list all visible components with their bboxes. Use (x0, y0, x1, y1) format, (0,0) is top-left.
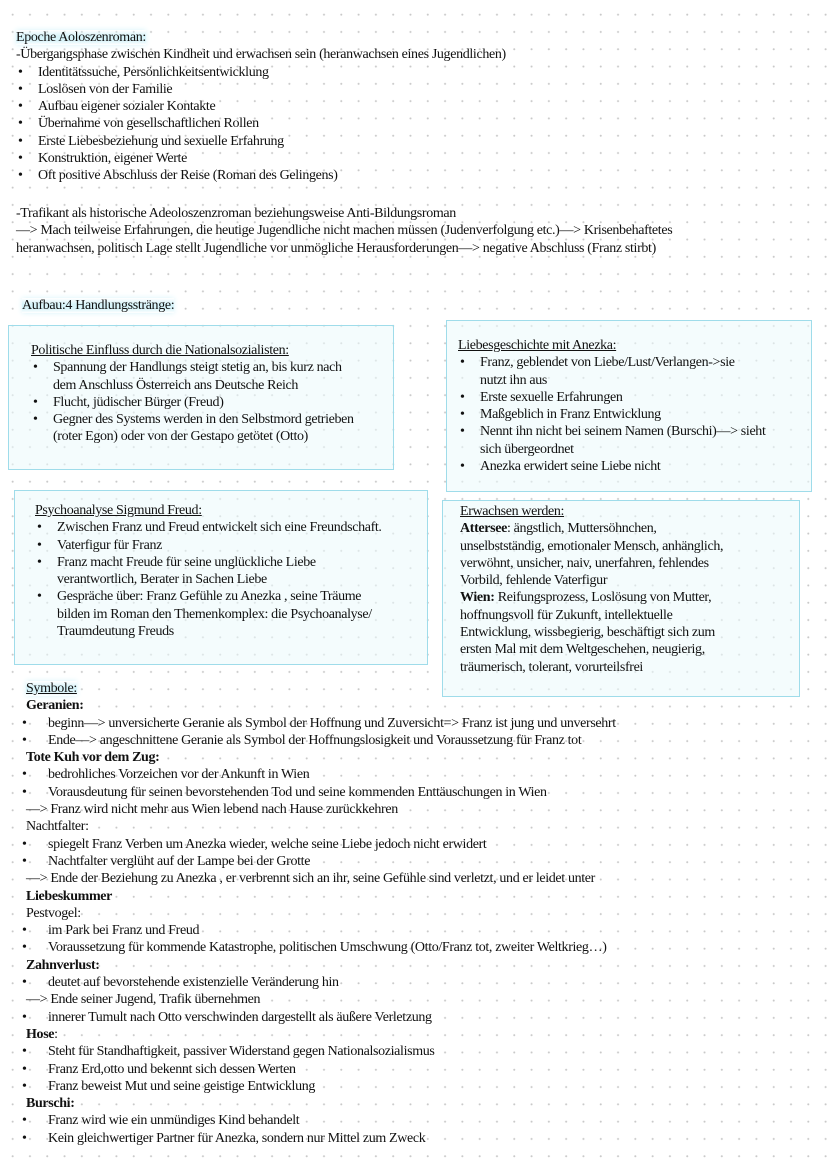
symbol-heading (26, 957, 616, 974)
heading-text: Liebesgeschichte mit Anezka: (458, 338, 617, 353)
bullet-item (26, 1061, 616, 1078)
bullet-text: Voraussetzung für kommende Katastrophe, politischen Umschwung (Otto/Franz tot, zweiter Weltkrieg…) (48, 940, 607, 956)
text-line (26, 818, 616, 835)
section-symbole (26, 680, 616, 1147)
bullet-text: Franz Erd,otto und bekennt sich dessen Werten (48, 1061, 296, 1077)
box-politische-einfluss (8, 325, 394, 470)
bullet-continuation (458, 441, 766, 458)
bullet-text: sich übergeordnet (480, 441, 574, 457)
bullet-text: Konstruktion, eigener Werte (38, 151, 187, 167)
box-heading (460, 503, 723, 520)
bullet-item (26, 853, 616, 870)
bullet-text: Erste Liebesbeziehung und sexuelle Erfahrung (38, 133, 284, 149)
section-heading (22, 297, 174, 314)
line-text: unselbstständig, emotionaler Mensch, anhänglich, (460, 538, 724, 554)
bullet-item (26, 1078, 616, 1095)
box-heading (458, 337, 766, 354)
text-line (16, 205, 672, 222)
bullet-text: Nennt ihn nicht bei seinem Namen (Burschi)—> sieht (480, 424, 766, 440)
bullet-text: Flucht, jüdischer Bürger (Freud) (53, 394, 224, 410)
bullet-item (31, 394, 354, 411)
bullet-continuation (31, 428, 354, 445)
bullet-text: bilden im Roman den Themenkomplex: die Psychoanalyse/ (57, 606, 372, 622)
bullet-text: nutzt ihn aus (480, 372, 547, 388)
bullet-text: Loslösen von der Familie (38, 81, 173, 97)
bullet-text: Anezka erwidert seine Liebe nicht (480, 459, 661, 475)
line-text: Pestvogel: (26, 905, 81, 921)
line-text: träumerisch, tolerant, vorurteilsfrei (460, 659, 643, 675)
bullet-text: Identitätssuche, Persönlichkeitsentwicklung (38, 64, 269, 80)
symbol-heading (26, 1095, 616, 1112)
bullet-item (16, 98, 506, 115)
bullet-item (35, 588, 382, 605)
text-line (26, 801, 616, 818)
bullet-text: Spannung der Handlungs steigt stetig an, bis kurz nach (53, 360, 342, 376)
bullet-item (16, 81, 506, 98)
bullet-item (35, 519, 382, 536)
bullet-item (458, 423, 766, 440)
text-line (460, 624, 723, 641)
text-line (460, 659, 723, 676)
bullet-item (26, 784, 616, 801)
line-text: -Übergangsphase zwischen Kindheit und erwachsen sein (heranwachsen eines Jugendlichen) (16, 47, 506, 63)
bullet-text: Oft positive Abschluss der Reise (Roman des Gelingens) (38, 168, 338, 184)
bullet-item (26, 1043, 616, 1060)
text-line (460, 572, 723, 589)
line-text: : (54, 1026, 58, 1042)
bullet-item (35, 554, 382, 571)
section-aufbau-heading (22, 297, 174, 314)
text-line (26, 1026, 616, 1043)
bullet-continuation (458, 372, 766, 389)
text-line (460, 641, 723, 658)
bullet-item (16, 167, 506, 184)
bullet-item (458, 354, 766, 371)
bullet-text: spiegelt Franz Verben um Anezka wieder, welche seine Liebe jedoch nicht erwidert (48, 836, 487, 852)
bullet-item (26, 732, 616, 749)
bullet-text: Gespräche über: Franz Gefühle zu Anezka , seine Träume (57, 589, 362, 605)
bullet-item (458, 458, 766, 475)
bullet-item (26, 1009, 616, 1026)
line-text: -Trafikant als historische Adeoloszenzroman beziehungsweise Anti-Bildungsroman (16, 206, 456, 221)
heading-text: Liebeskummer (26, 888, 113, 904)
bullet-item (16, 115, 506, 132)
section-heading (26, 680, 616, 697)
section-heading (16, 29, 506, 46)
bullet-text: Franz beweist Mut und seine geistige Entwicklung (48, 1078, 316, 1094)
heading-text: Epoche Aoloszenroman: (16, 30, 146, 45)
line-text: heranwachsen, politisch Lage stellt Jugendliche vor unmögliche Herausforderungen—> negative Abschluss (Franz stirbt) (16, 240, 656, 256)
bullet-text: Kein gleichwertiger Partner für Anezka, sondern nur Mittel zum Zweck (48, 1130, 426, 1146)
bullet-text: (roter Egon) oder von der Gestapo getötet (Otto) (53, 429, 308, 445)
box-heading (31, 342, 354, 359)
line-text: hoffnungsvoll für Zukunft, intellektuelle (460, 607, 673, 623)
text-line (26, 991, 616, 1008)
line-text: Reifungsprozess, Loslösung von Mutter, (494, 590, 712, 606)
line-text: —> Franz wird nicht mehr aus Wien lebend nach Hause zurückkehren (26, 802, 398, 818)
heading-text: Politische Einfluss durch die Nationalsozialisten: (31, 343, 289, 358)
line-text: : ängstlich, Muttersöhnchen, (506, 521, 657, 537)
box-content (35, 502, 382, 640)
bullet-text: Vorausdeutung für seinen bevorstehenden Tod und seine kommenden Enttäuschungen in Wien (48, 784, 547, 800)
line-text: —> Ende der Beziehung zu Anezka , er verbrennt sich an ihr, seine Gefühle sind verletzt, und er leidet unter (26, 871, 595, 887)
bullet-item (16, 64, 506, 81)
bullet-continuation (31, 377, 354, 394)
line-text: Vorbild, fehlende Vaterfigur (460, 573, 608, 589)
box-content (460, 503, 723, 676)
bullet-text: Steht für Standhaftigkeit, passiver Widerstand gegen Nationalsozialismus (48, 1044, 435, 1060)
line-text: —> Ende seiner Jugend, Trafik übernehmen (26, 992, 261, 1008)
bullet-item (31, 411, 354, 428)
bullet-item (26, 1112, 616, 1129)
bullet-text: verantwortlich, Berater in Sachen Liebe (57, 572, 267, 588)
bullet-text: Franz macht Freude für seine unglückliche Liebe (57, 554, 316, 570)
bullet-text: Nachtfalter verglüht auf der Lampe bei der Grotte (48, 853, 311, 869)
bullet-item (35, 537, 382, 554)
heading-text: Zahnverlust: (26, 957, 100, 973)
bullet-text: Gegner des Systems werden in den Selbstmord getrieben (53, 412, 354, 428)
text-line (16, 240, 672, 257)
text-line (460, 607, 723, 624)
bullet-text: Franz wird wie ein unmündiges Kind behandelt (48, 1113, 300, 1129)
bullet-item (26, 939, 616, 956)
heading-text: Aufbau:4 Handlungsstränge: (22, 298, 175, 313)
box-erwachsen-werden (442, 500, 800, 697)
text-line (16, 46, 506, 63)
line-text: Entwicklung, wissbegierig, beschäftigt sich zum (460, 625, 715, 641)
bullet-item (16, 150, 506, 167)
bullet-text: im Park bei Franz und Freud (48, 923, 200, 939)
section-trafikant (16, 205, 672, 257)
bullet-continuation (35, 571, 382, 588)
box-content (31, 342, 354, 446)
symbol-heading (26, 697, 616, 714)
bullet-text: Ende—> angeschnittene Geranie als Symbol der Hoffnungslosigkeit und Voraussetzung für Franz tot (48, 732, 582, 748)
bullet-continuation (35, 606, 382, 623)
text-line (460, 538, 723, 555)
box-heading (35, 502, 382, 519)
box-liebesgeschichte (446, 320, 812, 492)
bullet-item (26, 922, 616, 939)
bullet-text: Erste sexuelle Erfahrungen (480, 389, 623, 405)
text-line (460, 520, 723, 537)
bullet-item (31, 359, 354, 376)
bullet-text: Franz, geblendet von Liebe/Lust/Verlangen->sie (480, 355, 735, 371)
bullet-text: Zwischen Franz und Freud entwickelt sich eine Freundschaft. (57, 520, 382, 536)
bullet-text: Aufbau eigener sozialer Kontakte (38, 99, 216, 115)
bullet-item (16, 133, 506, 150)
text-line (26, 905, 616, 922)
symbol-heading (26, 749, 616, 766)
line-text: Nachtfalter: (26, 819, 89, 835)
bold-label: Wien: (460, 590, 495, 606)
heading-text: Tote Kuh vor dem Zug: (26, 750, 160, 766)
text-line (460, 589, 723, 606)
section-epoche (16, 29, 506, 185)
bullet-text: beginn—> unversicherte Geranie als Symbol der Hoffnung und Zuversicht=> Franz ist jung und unversehrt (48, 715, 616, 731)
bullet-item (458, 406, 766, 423)
bullet-item (26, 1130, 616, 1147)
line-text: verwöhnt, unsicher, naiv, unerfahren, fehlendes (460, 555, 709, 571)
text-line (460, 555, 723, 572)
text-line (16, 222, 672, 239)
bullet-text: dem Anschluss Österreich ans Deutsche Reich (53, 377, 299, 393)
bullet-item (26, 766, 616, 783)
heading-text: Erwachsen werden: (460, 504, 565, 519)
heading-text: Geranien: (26, 698, 84, 714)
bullet-text: Traumdeutung Freuds (57, 624, 174, 640)
bold-label: Attersee (460, 521, 507, 537)
bullet-item (458, 389, 766, 406)
bullet-continuation (35, 623, 382, 640)
box-psychoanalyse (14, 490, 428, 665)
bullet-text: bedrohliches Vorzeichen vor der Ankunft in Wien (48, 767, 310, 783)
heading-text: Burschi: (26, 1096, 75, 1112)
box-content (458, 337, 766, 475)
bullet-text: Übernahme von gesellschaftlichen Rollen (38, 116, 259, 132)
line-text: —> Mach teilweise Erfahrungen, die heutige Jugendliche nicht machen müssen (Judenverfolgung etc.)—> Krisenbehaftetes (16, 223, 673, 239)
heading-text: Symbole: (26, 681, 77, 696)
bullet-item (26, 836, 616, 853)
bullet-text: Vaterfigur für Franz (57, 537, 162, 553)
bullet-text: deutet auf bevorstehende existenzielle Veränderung hin (48, 975, 339, 991)
text-line (26, 870, 616, 887)
bullet-text: innerer Tumult nach Otto verschwinden dargestellt als äußere Verletzung (48, 1009, 432, 1025)
heading-text: Psychoanalyse Sigmund Freud: (35, 503, 202, 518)
line-text: ersten Mal mit dem Weltgeschehen, neugierig, (460, 642, 705, 658)
bold-label: Hose (26, 1026, 55, 1042)
bullet-item (26, 715, 616, 732)
bullet-item (26, 974, 616, 991)
symbol-heading (26, 888, 616, 905)
bullet-text: Maßgeblich in Franz Entwicklung (480, 407, 661, 423)
